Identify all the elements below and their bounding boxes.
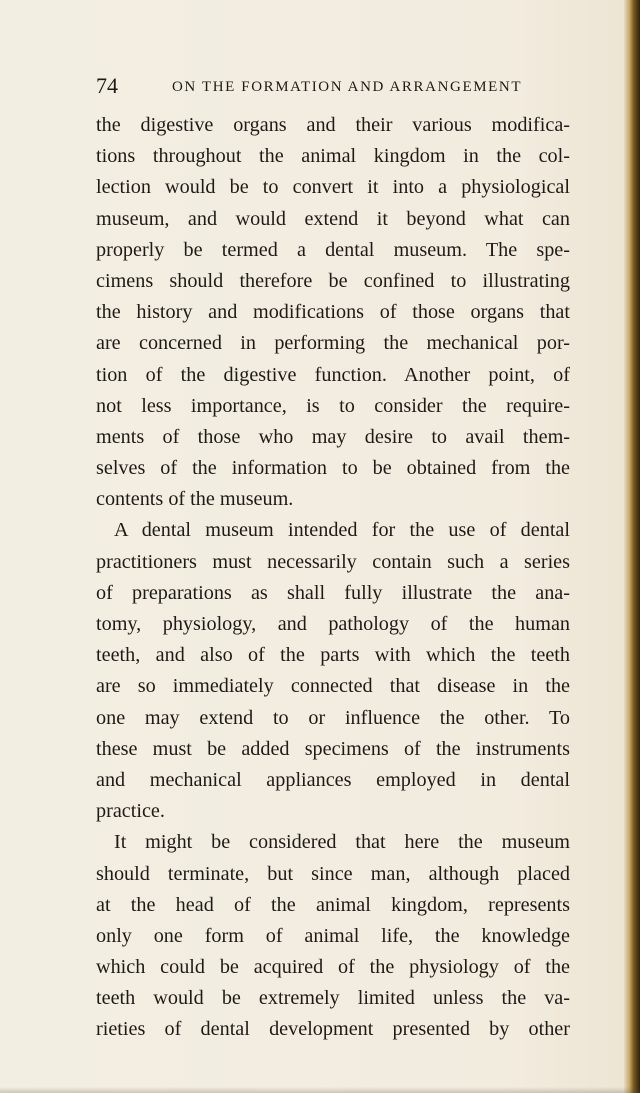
text-line: teeth would be extremely limited unless the va- [96,987,570,1010]
running-head: ON THE FORMATION AND ARRANGEMENT [172,79,523,95]
text-line: A dental museum intended for the use of dental [114,519,570,542]
text-line: of preparations as shall fully illustrate the ana- [96,581,570,604]
text-line: at the head of the animal kingdom, represents [96,893,570,916]
page-bottom-shadow [0,1087,640,1093]
text-line: ments of those who may desire to avail them- [96,425,570,448]
text-line: practice. [96,800,165,823]
text-line: should terminate, but since man, although placed [96,862,570,885]
page-number: 74 [96,73,118,98]
text-line: tomy, physiology, and pathology of the human [96,613,570,635]
text-line: cimens should therefore be confined to illustrating [96,269,570,292]
text-line: properly be termed a dental museum. The spe- [96,238,570,261]
text-line: the digestive organs and their various modifica- [96,114,570,136]
text-line: are concerned in performing the mechanical por- [96,332,570,355]
page-header [96,72,570,100]
text-line: contents of the museum. [96,488,294,511]
body-text [96,110,570,1046]
text-line: are so immediately connected that disease in the [96,675,570,698]
text-line: which could be acquired of the physiology of the [96,956,570,979]
text-line: not less importance, is to consider the require- [96,394,570,417]
text-line: tions throughout the animal kingdom in the col- [96,145,570,168]
text-line: and mechanical appliances employed in dental [96,768,570,791]
text-line: practitioners must necessarily contain such a series [96,550,570,573]
text-line: teeth, and also of the parts with which the teeth [96,644,570,667]
text-line: only one form of animal life, the knowledge [96,924,570,947]
text-line: rieties of dental development presented by other [96,1018,570,1041]
text-line: one may extend to or influence the other. To [96,706,570,729]
text-line: tion of the digestive function. Another point, of [96,363,570,386]
text-line: lection would be to convert it into a physiological [96,176,570,199]
text-line: It might be considered that here the museum [114,831,570,854]
text-line: the history and modifications of those organs that [96,301,570,324]
text-line: selves of the information to be obtained from the [96,457,570,480]
text-line: these must be added specimens of the instruments [96,737,570,760]
book-edge [624,0,640,1093]
text-line: museum, and would extend it beyond what can [96,207,570,230]
